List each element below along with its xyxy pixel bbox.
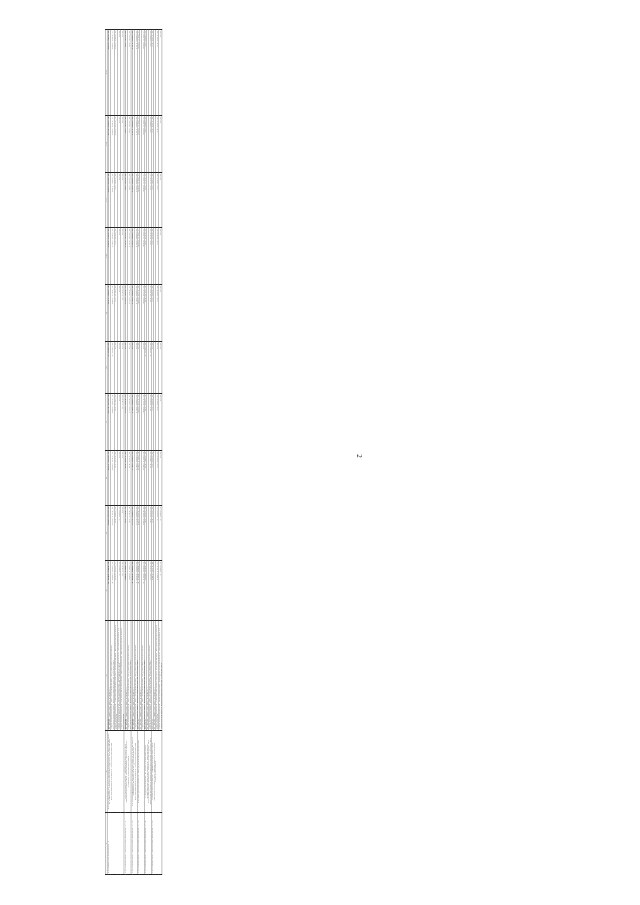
amount-cell: 148 800,0 bbox=[131, 394, 133, 451]
amount-cell: 7 209,3 bbox=[117, 561, 120, 621]
amount-cell: 0,0 bbox=[159, 173, 162, 228]
amount-cell: 0,0 bbox=[117, 173, 120, 228]
amount-cell: 831 279,3 bbox=[107, 451, 109, 506]
amount-cell: 26 475,0 bbox=[128, 30, 131, 116]
column-number-header: 3 bbox=[105, 621, 107, 731]
amount-cell: 10 000,0 bbox=[145, 116, 147, 173]
amount-cell: 814 979,4 bbox=[107, 394, 109, 451]
amount-cell: 0,0 bbox=[121, 173, 124, 228]
funding-source-cell: в том числе по ГРБС: bbox=[126, 621, 128, 731]
amount-cell: 10 000,0 bbox=[148, 116, 151, 173]
funding-source-cell: всего bbox=[131, 621, 133, 731]
amount-cell: 0,0 bbox=[114, 342, 117, 394]
amount-cell: 64 651,0 bbox=[124, 451, 126, 506]
amount-cell: 1 022 200,0 bbox=[131, 561, 133, 621]
column-number-header: 8 bbox=[105, 342, 107, 394]
amount-cell: 310 335,5 bbox=[148, 561, 151, 621]
table-body bbox=[107, 30, 162, 875]
amount-cell: 87 226,4 bbox=[145, 394, 147, 451]
funding-source-cell: Департамент по развитию муниципальных образований Воронежской области bbox=[148, 621, 151, 731]
amount-cell: 116 354,7 bbox=[128, 394, 131, 451]
amount-cell: 45 955,0 bbox=[145, 506, 147, 561]
amount-cell: 16 457,0 bbox=[152, 173, 154, 228]
amount-cell: 17 210,0 bbox=[114, 285, 117, 342]
amount-cell: 158 800,0 bbox=[131, 173, 133, 228]
amount-cell: 3 220,0 bbox=[148, 342, 151, 394]
amount-cell: 0,0 bbox=[121, 451, 124, 506]
amount-cell: 456 571,3 bbox=[141, 394, 144, 451]
amount-cell: 0,0 bbox=[131, 342, 133, 394]
amount-cell: 112 000,0 bbox=[135, 506, 138, 561]
amount-cell: 15 093,0 bbox=[152, 451, 154, 506]
amount-cell: 399 118,1 bbox=[138, 116, 140, 173]
amount-cell: 87 226,4 bbox=[148, 394, 151, 451]
amount-cell: 158 800,0 bbox=[135, 228, 138, 285]
amount-cell: 0,0 bbox=[117, 30, 120, 116]
amount-cell: 8 743,0 bbox=[121, 285, 124, 342]
program-title-cell: Реализация государственной политики в сфере экономического развития муниципальных образований bbox=[107, 731, 124, 813]
program-title-cell: Повышение эффективности деятельности органов местного самоуправления bbox=[124, 731, 131, 813]
program-title-cell: Обеспечение эффективности деятельности администраций поселений bbox=[152, 731, 162, 813]
amount-cell: 123 475,0 bbox=[128, 228, 131, 285]
amount-cell: 0,0 bbox=[159, 116, 162, 173]
amount-cell: 26 475,0 bbox=[128, 173, 131, 228]
amount-cell: 3 220,0 bbox=[111, 342, 114, 394]
amount-cell: 140 900,0 bbox=[131, 451, 133, 506]
amount-cell: 0,0 bbox=[117, 451, 120, 506]
column-number-header: 10 bbox=[105, 228, 107, 285]
amount-cell: 429 118,1 bbox=[138, 228, 140, 285]
amount-cell: 158 800,0 bbox=[131, 228, 133, 285]
amount-cell: 54 405,9 bbox=[145, 451, 147, 506]
amount-cell: 148 800,0 bbox=[135, 285, 138, 342]
amount-cell: 37 210,0 bbox=[114, 394, 117, 451]
amount-cell: 399 118,1 bbox=[141, 30, 144, 116]
amount-cell: 0,0 bbox=[155, 342, 158, 394]
amount-cell: 0,0 bbox=[138, 342, 140, 394]
amount-cell: 14 661,0 bbox=[152, 116, 154, 173]
amount-cell: 3 158 298,3 bbox=[138, 561, 140, 621]
column-number-header: 13 bbox=[105, 30, 107, 116]
program-code-cell: Основное мероприятие 1.2 bbox=[131, 813, 138, 875]
amount-cell: 0,0 bbox=[141, 342, 144, 394]
amount-cell: 10 000,0 bbox=[148, 30, 151, 116]
amount-cell: 805 742,4 bbox=[111, 285, 114, 342]
amount-cell: 0,0 bbox=[121, 342, 124, 394]
amount-cell: 310 335,5 bbox=[145, 561, 147, 621]
program-code-cell: Основное мероприятие 1.3 bbox=[138, 813, 145, 875]
amount-cell: 64 651,0 bbox=[128, 451, 131, 506]
amount-cell: 681 306,8 bbox=[111, 173, 114, 228]
amount-cell: 586 593,1 bbox=[111, 116, 114, 173]
amount-cell: 0,0 bbox=[121, 506, 124, 561]
amount-cell: 123 475,0 bbox=[124, 228, 126, 285]
column-number-header: 6 bbox=[105, 451, 107, 506]
amount-cell: 7 209,3 bbox=[159, 506, 162, 561]
amount-cell: 3 158 298,3 bbox=[141, 561, 144, 621]
amount-cell: 228 073,3 bbox=[114, 116, 117, 173]
amount-cell: 860 237,3 bbox=[111, 451, 114, 506]
amount-cell: 67 113,7 bbox=[145, 173, 147, 228]
amount-cell: 540 190,4 bbox=[141, 451, 144, 506]
amount-cell: 746 926,6 bbox=[111, 228, 114, 285]
funding-source-cell: Департамент по развитию муниципальных образований Воронежской области bbox=[135, 621, 138, 731]
amount-cell: 26 475,0 bbox=[124, 116, 126, 173]
amount-cell: 15 839,0 bbox=[152, 228, 154, 285]
program-title-cell: Проведение мониторинга и оценки эффективности развития муниципальных образований bbox=[131, 731, 138, 813]
amount-cell: 0,0 bbox=[159, 342, 162, 394]
amount-cell: 505 064,2 bbox=[141, 506, 144, 561]
amount-cell: 31 012,0 bbox=[114, 451, 117, 506]
amount-cell: 4 880 980,9 bbox=[111, 561, 114, 621]
amount-cell: 14 661,0 bbox=[155, 30, 158, 116]
amount-cell: 54 405,9 bbox=[148, 451, 151, 506]
column-number-header: 5 bbox=[105, 506, 107, 561]
amount-cell: 399 118,1 bbox=[138, 30, 140, 116]
column-number-header: 7 bbox=[105, 394, 107, 451]
funding-source-cell: Департамент экономического развития Воронежской области bbox=[155, 621, 158, 731]
amount-cell: 15 962,0 bbox=[155, 285, 158, 342]
funding-source-cell: в том числе по ГРБС: bbox=[133, 621, 135, 731]
amount-cell: 429 118,1 bbox=[141, 173, 144, 228]
amount-cell: 3 220,0 bbox=[107, 342, 109, 394]
amount-cell: 116 354,7 bbox=[128, 285, 131, 342]
rotated-table-container bbox=[105, 30, 165, 875]
amount-cell: 45 955,0 bbox=[148, 506, 151, 561]
amount-cell: 35 744,4 bbox=[124, 506, 126, 561]
amount-cell: 94 606,0 bbox=[114, 506, 117, 561]
program-code-cell: Основное мероприятие 1.5 bbox=[152, 813, 162, 875]
budget-table bbox=[105, 29, 162, 875]
amount-cell: 7 209,3 bbox=[117, 506, 120, 561]
amount-cell: 151 000,0 bbox=[131, 116, 133, 173]
amount-cell: 116 354,7 bbox=[124, 394, 126, 451]
amount-cell: 456 571,3 bbox=[138, 285, 140, 342]
amount-cell: 26 475,0 bbox=[124, 30, 126, 116]
amount-cell: 35 533,5 bbox=[145, 228, 147, 285]
funding-source-cell: Департамент жилищно-коммунального хозяйства и энергетики Воронежской области bbox=[117, 621, 120, 731]
amount-cell: 236 609,8 bbox=[114, 30, 117, 116]
amount-cell: 67 113,7 bbox=[148, 173, 151, 228]
amount-cell: 8 743,0 bbox=[121, 394, 124, 451]
amount-cell: 0,0 bbox=[159, 30, 162, 116]
page-number: 2 bbox=[354, 454, 363, 458]
funding-source-cell: всего bbox=[138, 621, 140, 731]
amount-cell: 0,0 bbox=[159, 451, 162, 506]
amount-cell: 15 962,0 bbox=[152, 285, 154, 342]
amount-cell: 540 190,4 bbox=[138, 451, 140, 506]
amount-cell: 8 743,0 bbox=[121, 561, 124, 621]
amount-cell: 151 000,0 bbox=[135, 30, 138, 116]
funding-source-cell: Департамент строительной политики Воронежской области bbox=[121, 621, 124, 731]
amount-cell: 399 150,1 bbox=[128, 561, 131, 621]
amount-cell: 679 164,6 bbox=[111, 506, 114, 561]
column-number-header: 2 bbox=[105, 731, 107, 813]
funding-source-cell: Департамент по развитию муниципальных образований Воронежской области bbox=[141, 621, 144, 731]
amount-cell: 107 371,0 bbox=[152, 561, 154, 621]
amount-cell: 15 962,0 bbox=[155, 394, 158, 451]
amount-cell: 782 765,6 bbox=[107, 228, 109, 285]
amount-cell: 16 457,0 bbox=[114, 173, 117, 228]
amount-cell: 0,0 bbox=[117, 116, 120, 173]
amount-cell: 84 016,4 bbox=[148, 285, 151, 342]
amount-cell: 399 150,1 bbox=[124, 561, 126, 621]
funding-source-cell: всего bbox=[152, 621, 154, 731]
amount-cell: 15 839,0 bbox=[155, 228, 158, 285]
column-number-header: 4 bbox=[105, 561, 107, 621]
amount-cell: 100 161,7 bbox=[155, 561, 158, 621]
column-number-header: 12 bbox=[105, 116, 107, 173]
amount-cell: 5 545 762,3 bbox=[107, 561, 109, 621]
amount-cell: 823 302,9 bbox=[107, 30, 109, 116]
amount-cell: 26 475,0 bbox=[128, 116, 131, 173]
amount-cell: 151 000,0 bbox=[131, 30, 133, 116]
amount-cell: 0,0 bbox=[121, 116, 124, 173]
amount-cell: 0,0 bbox=[152, 342, 154, 394]
amount-cell: 14 661,0 bbox=[152, 30, 154, 116]
funding-source-cell: в том числе по ГРБС: bbox=[154, 621, 156, 731]
amount-cell: 399 118,1 bbox=[141, 116, 144, 173]
amount-cell: 35 533,5 bbox=[148, 228, 151, 285]
program-title-cell: Инициативное бюджетирование bbox=[138, 731, 145, 813]
column-number-header: 11 bbox=[105, 173, 107, 228]
amount-cell: 814 686,4 bbox=[107, 116, 109, 173]
amount-cell: 429 118,1 bbox=[141, 228, 144, 285]
amount-cell: 116 354,7 bbox=[124, 285, 126, 342]
amount-cell: 151 000,0 bbox=[135, 116, 138, 173]
amount-cell: 456 571,3 bbox=[138, 394, 140, 451]
amount-cell: 0,0 bbox=[117, 285, 120, 342]
amount-cell: 0,0 bbox=[128, 342, 131, 394]
amount-cell: 0,0 bbox=[159, 285, 162, 342]
amount-cell: 697 070,8 bbox=[107, 173, 109, 228]
amount-cell: 3 220,0 bbox=[145, 342, 147, 394]
funding-source-cell: всего bbox=[107, 621, 109, 731]
amount-cell: 0,0 bbox=[117, 228, 120, 285]
amount-cell: 580 079,0 bbox=[107, 506, 109, 561]
funding-source-cell: Департамент по развитию муниципальных образований Воронежской области bbox=[128, 621, 131, 731]
amount-cell: 0,0 bbox=[159, 228, 162, 285]
amount-cell: 15 962,0 bbox=[152, 394, 154, 451]
amount-cell: 7 569,7 bbox=[155, 506, 158, 561]
column-number-header: 9 bbox=[105, 285, 107, 342]
amount-cell: 0,0 bbox=[121, 228, 124, 285]
funding-source-cell: Департамент по развитию муниципальных образований Воронежской области bbox=[111, 621, 114, 731]
amount-cell: 0,0 bbox=[121, 30, 124, 116]
funding-source-cell: в том числе по ГРБС: bbox=[140, 621, 142, 731]
amount-cell: 429 118,1 bbox=[138, 173, 140, 228]
amount-cell: 831 306,4 bbox=[107, 285, 109, 342]
amount-cell: 148 800,0 bbox=[135, 394, 138, 451]
funding-source-cell: Департамент жилищно-коммунального хозяйства и энергетики Воронежской области bbox=[159, 621, 162, 731]
amount-cell: 808 962,4 bbox=[111, 394, 114, 451]
amount-cell: 0,0 bbox=[124, 342, 126, 394]
funding-source-cell: всего bbox=[145, 621, 147, 731]
program-code-cell: Основное мероприятие 1.4 bbox=[145, 813, 152, 875]
amount-cell: 112 000,0 bbox=[131, 506, 133, 561]
funding-source-cell: в том числе по ГРБС: bbox=[109, 621, 111, 731]
column-number-header: 1 bbox=[105, 813, 107, 875]
amount-cell: 26 475,0 bbox=[124, 173, 126, 228]
program-code-cell: Основное мероприятие 1.1 bbox=[124, 813, 131, 875]
amount-cell: 16 457,0 bbox=[155, 173, 158, 228]
amount-cell: 10 000,0 bbox=[145, 30, 147, 116]
amount-cell: 148 800,0 bbox=[131, 285, 133, 342]
amount-cell: 15 093,0 bbox=[155, 451, 158, 506]
amount-cell: 586 593,1 bbox=[111, 30, 114, 116]
amount-cell: 15 839,0 bbox=[114, 228, 117, 285]
program-code-cell: Подпрограмма 1 bbox=[107, 813, 124, 875]
funding-source-cell: всего bbox=[124, 621, 126, 731]
amount-cell: 1 022 200,0 bbox=[135, 561, 138, 621]
amount-cell: 35 744,4 bbox=[128, 506, 131, 561]
amount-cell: 456 571,3 bbox=[141, 285, 144, 342]
amount-cell: 140 900,0 bbox=[135, 451, 138, 506]
amount-cell: 0,0 bbox=[117, 342, 120, 394]
amount-cell: 14 778,0 bbox=[152, 506, 154, 561]
funding-source-cell: в том числе по ГРБС: bbox=[147, 621, 149, 731]
amount-cell: 7 209,3 bbox=[159, 561, 162, 621]
program-title-cell: Содействие в обустройстве административных центров муниципальных образований на территории Воронежской области bbox=[145, 731, 152, 813]
amount-cell: 14 661,0 bbox=[155, 116, 158, 173]
amount-cell: 0,0 bbox=[159, 394, 162, 451]
amount-cell: 158 800,0 bbox=[135, 173, 138, 228]
amount-cell: 0,0 bbox=[117, 394, 120, 451]
amount-cell: 0,0 bbox=[135, 342, 138, 394]
amount-cell: 639 866,1 bbox=[114, 561, 117, 621]
funding-source-cell: Департамент экономического развития Воронежской области bbox=[114, 621, 117, 731]
amount-cell: 84 016,4 bbox=[145, 285, 147, 342]
amount-cell: 505 064,2 bbox=[138, 506, 140, 561]
